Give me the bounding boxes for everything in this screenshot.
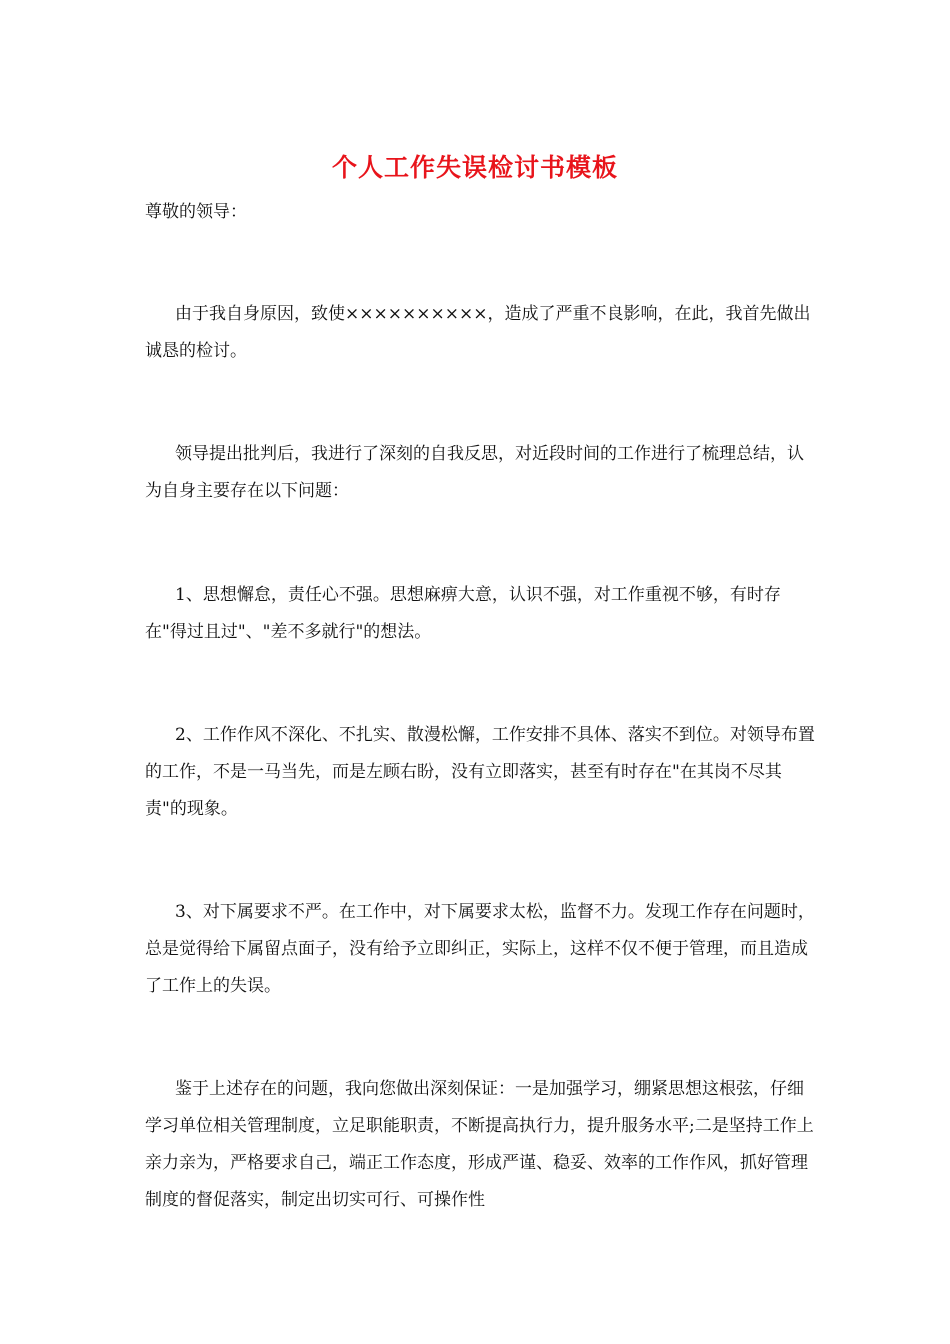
- paragraph-3: 1、思想懈怠，责任心不强。思想麻痹大意，认识不强，对工作重视不够，有时存在"得过且过"、"差不多就行"的想法。: [145, 585, 781, 642]
- paragraph-2: 领导提出批判后，我进行了深刻的自我反思，对近段时间的工作进行了梳理总结，认为自身主要存在以下问题：: [145, 444, 804, 501]
- document-title: 个人工作失误检讨书模板: [331, 153, 618, 182]
- paragraph-5: 3、对下属要求不严。在工作中，对下属要求太松，监督不力。发现工作存在问题时，总是觉得给下属留点面子，没有给予立即纠正，实际上，这样不仅不便于管理，而且造成了工作上的失误。: [145, 902, 815, 996]
- paragraph-1: 由于我自身原因，致使××××××××××，造成了严重不良影响，在此，我首先做出诚恳的检讨。: [145, 304, 811, 361]
- paragraph-6: 鉴于上述存在的问题，我向您做出深刻保证：一是加强学习，绷紧思想这根弦，仔细学习单位相关管理制度，立足职能职责，不断提高执行力，提升服务水平;二是坚持工作上亲力亲为，严格要求自己，端正工作态度，形成严谨、稳妥、效率的工作作风，抓好管理制度的督促落实，制定出切实可行、可操作性: [145, 1079, 814, 1210]
- salutation: 尊敬的领导：: [145, 202, 247, 222]
- paragraph-4: 2、工作作风不深化、不扎实、散漫松懈，工作安排不具体、落实不到位。对领导布置的工作，不是一马当先，而是左顾右盼，没有立即落实，甚至有时存在"在其岗不尽其责"的现象。: [145, 725, 815, 819]
